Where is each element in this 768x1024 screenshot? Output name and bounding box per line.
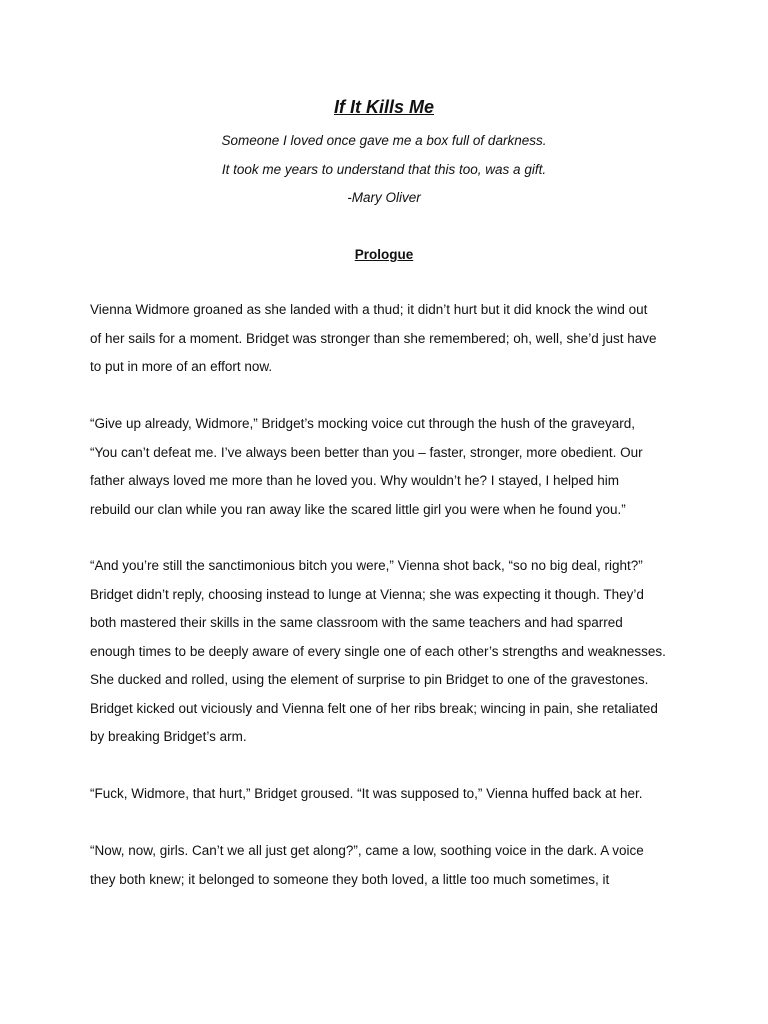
paragraph-line: rebuild our clan while you ran away like the scared little girl you were when he found you.” [90,501,626,517]
paragraph [90,552,686,752]
paragraph-line: “Give up already, Widmore,” Bridget’s mocking voice cut through the hush of the graveyard, [90,416,636,431]
paragraph-line: they both knew; it belonged to someone they both loved, a little too much sometimes, it [90,871,610,887]
paragraph-line: Bridget kicked out viciously and Vienna felt one of her ribs break; wincing in pain, she retaliated [90,700,658,716]
paragraph-line: Vienna Widmore groaned as she landed with a thud; it didn’t hurt but it did knock the wind out [90,302,648,317]
epigraph-line: It took me years to understand that this too, was a gift. [221,162,547,177]
paragraph-line: She ducked and rolled, using the element of surprise to pin Bridget to one of the gravestones. [90,672,649,687]
paragraph-line: enough times to be deeply aware of every single one of each other’s strengths and weaknesses. [90,643,666,659]
paragraph-line: “You can’t defeat me. I’ve always been better than you – faster, stronger, more obedient. Our [90,444,643,460]
paragraph-line: of her sails for a moment. Bridget was stronger than she remembered; oh, well, she’d just have [90,330,657,346]
paragraph [90,780,686,809]
document-title: If It Kills Me [333,97,434,117]
paragraph-line: “Fuck, Widmore, that hurt,” Bridget groused. “It was supposed to,” Vienna huffed back at her. [90,786,643,801]
paragraph-line: “Now, now, girls. Can’t we all just get along?”, came a low, soothing voice in the dark. A voice [90,843,644,858]
epigraph-line: Someone I loved once gave me a box full of darkness. [221,133,547,148]
paragraph-line: both mastered their skills in the same classroom with the same teachers and had sparred [90,615,623,630]
paragraph-line: Bridget didn’t reply, choosing instead to lunge at Vienna; she was expecting it though. They’d [90,586,644,602]
paragraph-line: to put in more of an effort now. [90,359,273,374]
paragraph-line: father always loved me more than he loved you. Why wouldn’t he? I stayed, I helped him [90,473,620,488]
paragraph [90,296,686,382]
epigraph-attribution: -Mary Oliver [347,190,421,205]
paragraph [90,837,686,894]
paragraph-line: “And you’re still the sanctimonious bitch you were,” Vienna shot back, “so no big deal, right?” [90,558,643,573]
paragraph-line: by breaking Bridget’s arm. [90,729,247,744]
section-heading: Prologue [354,247,414,262]
paragraph [90,410,686,524]
